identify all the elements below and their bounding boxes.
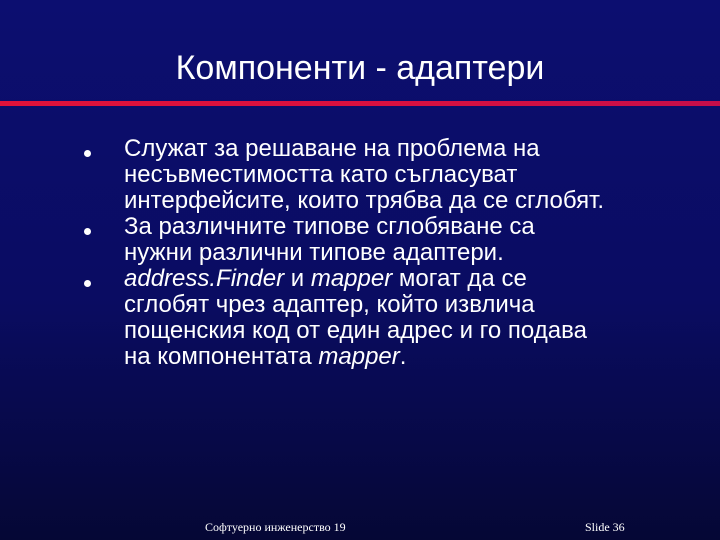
bullet-line: пощенския код от един адрес и го подава [124,317,587,344]
title-divider [0,101,720,106]
bullet-line: За различните типове сглобяване са [124,213,535,240]
bullet-text: . [399,343,407,370]
bullet-line: интерфейсите, които трябва да се сглобят. [124,187,605,214]
footer-slide-number: Slide 36 [585,520,625,534]
bullet-line [124,266,706,292]
bullet-text: могат да се [392,265,527,292]
bullet-line: сглобят чрез адаптер, който извлича [124,291,535,318]
bullet-dot-icon [84,150,91,157]
bullet-item-3 [86,266,706,370]
code-name-address-finder: address.Finder [124,265,285,292]
slide-title: Компоненти - адаптери [175,49,545,87]
bullet-text: и [284,265,311,292]
bullet-item-2 [86,214,706,266]
code-name-mapper: mapper [318,343,400,370]
bullet-item-1 [86,136,706,214]
bullet-line: Служат за решаване на проблема на [124,135,540,162]
code-name-mapper: mapper [310,265,393,292]
footer-course-label: Софтуерно инженерство 19 [205,520,346,534]
bullet-dot-icon [84,228,91,235]
bullet-dot-icon [84,280,91,287]
bullet-list [86,136,706,370]
bullet-line: несъвместимостта като съгласуват [124,161,518,188]
bullet-text: на компонентата [124,343,319,370]
bullet-line: нужни различни типове адаптери. [124,239,504,266]
bullet-line [124,344,706,370]
